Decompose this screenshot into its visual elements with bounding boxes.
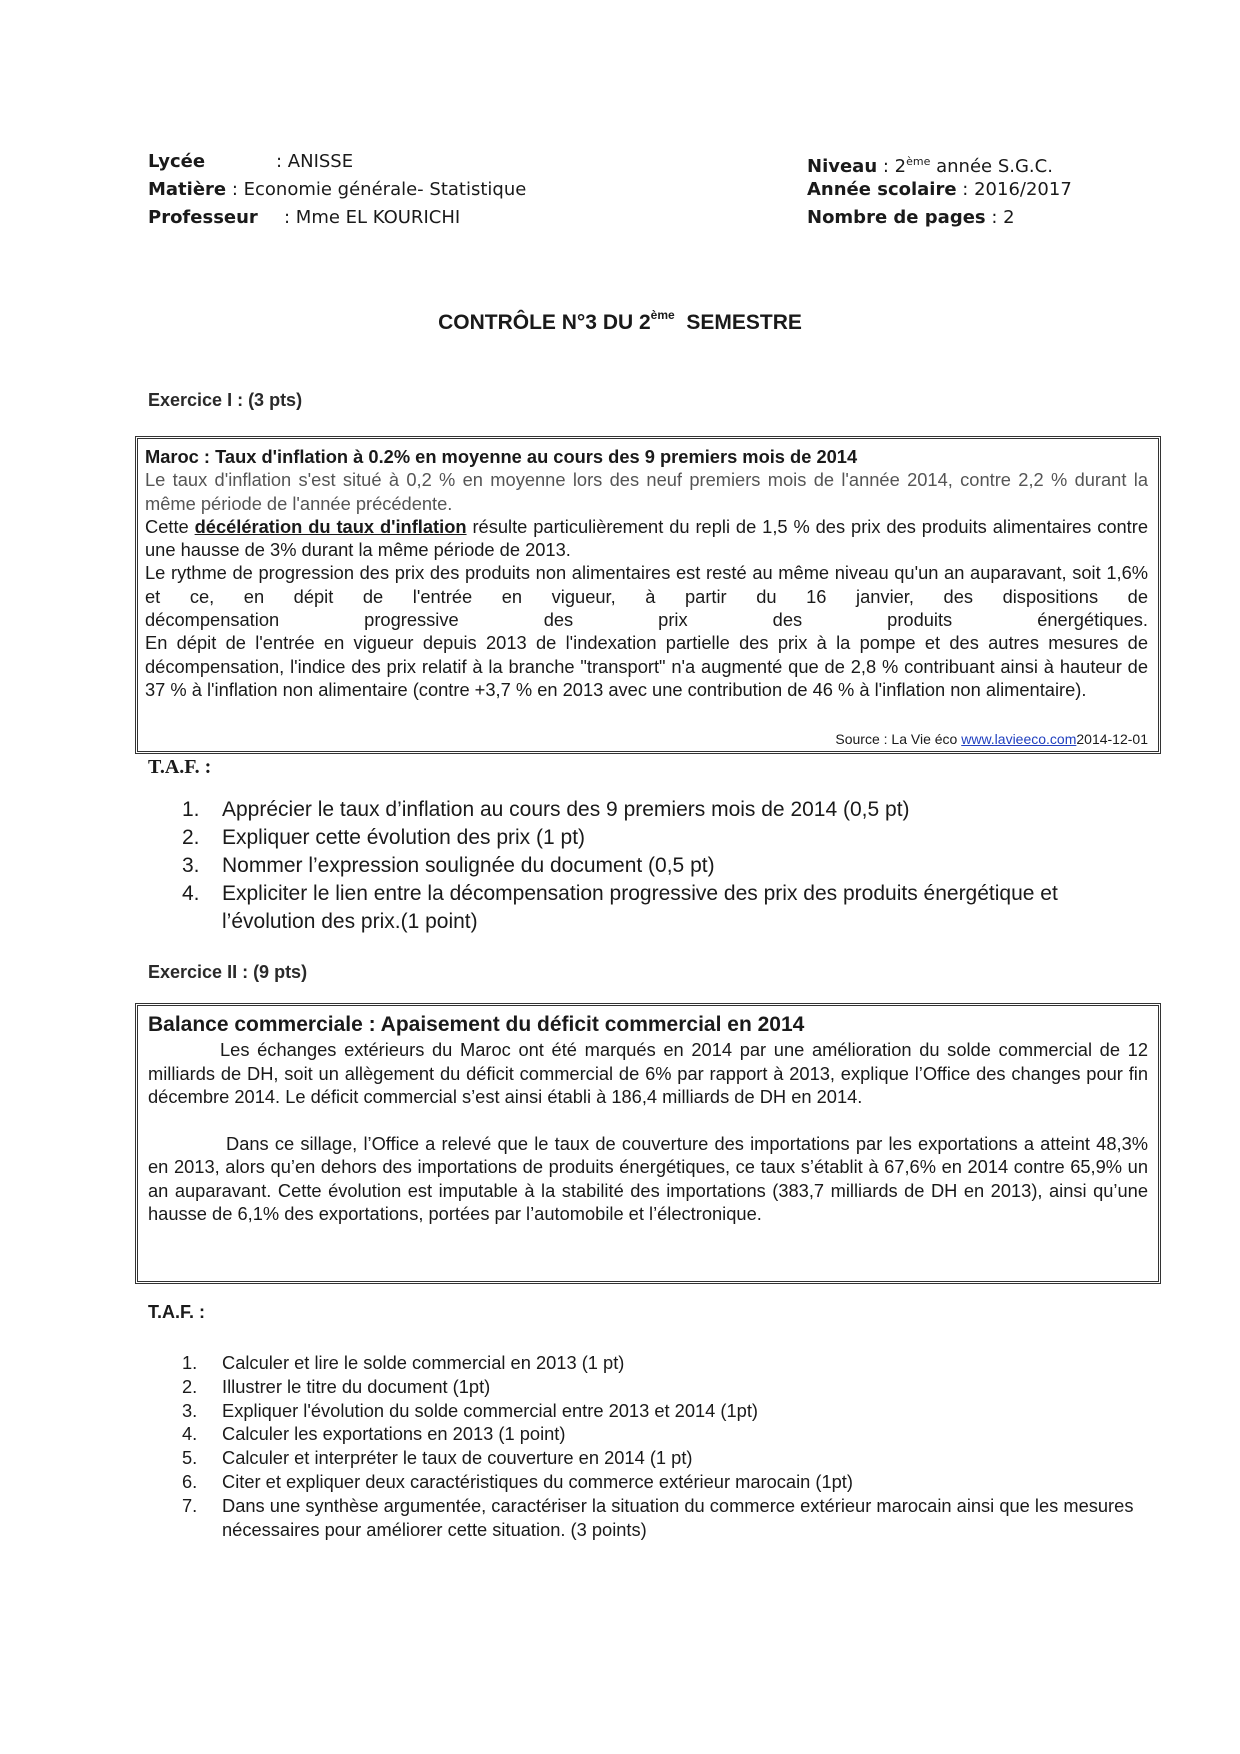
header-lycee-value: : ANISSE [276, 151, 354, 172]
source-label: Source : La Vie éco [835, 731, 962, 747]
exercise-1-paragraph-3-last: décompensation progressive des prix des produits énergétiques. [145, 609, 1148, 631]
header-professeur [148, 204, 708, 232]
question-text: Calculer et lire le solde commercial en 2013 (1 pt) [222, 1352, 625, 1373]
exercise-1-p2-pre: Cette [145, 515, 195, 537]
question-text: Calculer et interpréter le taux de couverture en 2014 (1 pt) [222, 1447, 693, 1469]
list-item [182, 1351, 1162, 1375]
list-item [182, 1470, 1162, 1494]
exercise-1-p2-post: résulte particulièrement du repli de 1,5 % des prix des produits alimentaires contre une hausse de 3% durant la même période de 2013. [145, 515, 1149, 561]
list-item [182, 852, 1162, 880]
exercise-2-questions [182, 1351, 1162, 1541]
question-number: 7. [182, 1494, 198, 1516]
header-pages [807, 204, 1207, 232]
header-annee-value: : 2016/2017 [956, 179, 1072, 200]
question-text: Expliquer cette évolution des prix (1 pt) [222, 826, 586, 849]
exercise-1-paragraph-1: Le taux d'inflation s'est situé à 0,2 % en moyenne lors des neuf premiers mois de l'année 2014, contre 2,2 % durant la même période de l'année précédente. [145, 469, 1148, 514]
question-number: 2. [182, 826, 200, 849]
exercise-1-paragraph-2 [145, 515, 1148, 562]
question-number: 4. [182, 882, 200, 905]
header-professeur-key: Professeur [148, 207, 258, 228]
title-sup: ème [650, 308, 675, 322]
list-item [182, 1399, 1162, 1423]
header-left [148, 148, 708, 232]
exercise-2-document-box [135, 1003, 1161, 1284]
page-title [0, 310, 1240, 335]
header-niveau [807, 148, 1207, 176]
list-item [182, 880, 1162, 936]
exercise-1-paragraph-4: En dépit de l'entrée en vigueur depuis 2013 de l'indexation partielle des prix à la pompe et des autres mesures de décompensation, l'indice des prix relatif à la branche "transport" n'a augmenté que de 2,8 % contribuant ainsi à hauteur de 37 % à l'inflation non alimentaire (contre +3,7 % en 2013 avec une contribution de 46 % à l'inflation non alimentaire). [145, 632, 1148, 700]
header-niveau-pre: : 2 [877, 156, 907, 177]
exercise-1-document-box [135, 436, 1161, 754]
exercise-2-paragraph-1: Les échanges extérieurs du Maroc ont été marqués en 2014 par une amélioration du solde commercial de 12 milliards de DH, soit un allègement du déficit commercial de 6% par rapport à 2013, explique l’Office des changes pour fin décembre 2014. Le déficit commercial s’est ainsi établi à 186,4 milliards de DH en 2014. [148, 1039, 1148, 1107]
exercise-1-document-text [145, 445, 1148, 701]
question-text: Dans une synthèse argumentée, caractériser la situation du commerce extérieur marocain ainsi que les mesures nécessaires pour améliorer cette situation. (3 points) [222, 1494, 1134, 1540]
header-professeur-value: : Mme EL KOURICHI [284, 207, 461, 228]
list-item [182, 796, 1162, 824]
question-text: Citer et expliquer deux caractéristiques du commerce extérieur marocain (1pt) [222, 1470, 853, 1492]
header-lycee [148, 148, 708, 176]
question-text: Expliquer l'évolution du solde commercial entre 2013 et 2014 (1pt) [222, 1399, 758, 1421]
exercise-2-paragraph-2: Dans ce sillage, l’Office a relevé que le taux de couverture des importations par les exportations a atteint 48,3% en 2013, alors qu’en dehors des importations de produits énergétiques, ce taux s’établit à 67,6% en 2014 contre 65,9% un an auparavant. Cette évolution est imputable à la stabilité des importations (383,7 milliards de DH en 2013), ainsi qu’une hausse de 6,1% des exportations, portées par l’automobile et l’électronique. [148, 1132, 1148, 1224]
header-annee-key: Année scolaire [807, 179, 957, 200]
question-text: Apprécier le taux d’inflation au cours des 9 premiers mois de 2014 (0,5 pt) [222, 798, 910, 821]
question-number: 1. [182, 798, 200, 821]
header-matiere-key: Matière [148, 179, 227, 200]
header-right [807, 148, 1207, 232]
question-number: 6. [182, 1470, 198, 1492]
list-item [182, 1375, 1162, 1399]
header-niveau-sup: ème [906, 155, 931, 168]
question-text: Nommer l’expression soulignée du document (0,5 pt) [222, 854, 715, 877]
header-matiere-value: : Economie générale- Statistique [226, 179, 527, 200]
question-number: 3. [182, 854, 200, 877]
exercise-1-paragraph-3: Le rythme de progression des prix des produits non alimentaires est resté au même niveau qu'un an auparavant, soit 1,6% et ce, en dépit de l'entrée en vigueur, à partir du 16 janvier, des dispositions de [145, 562, 1148, 607]
exercise-1-questions [182, 796, 1162, 936]
header-pages-key: Nombre de pages [807, 207, 986, 228]
source-date: 2014-12-01 [1076, 731, 1148, 747]
exercise-2-document-text [148, 1012, 1148, 1226]
exercise-2-title: Exercice II : (9 pts) [148, 962, 308, 982]
exercise-1-box-title: Maroc : Taux d'inflation à 0.2% en moyenne au cours des 9 premiers mois de 2014 [145, 446, 858, 467]
exercise-1-title: Exercice I : (3 pts) [148, 390, 303, 410]
source-link[interactable]: www.lavieeco.com [961, 731, 1077, 747]
exercise-1-taf: T.A.F. : [148, 756, 212, 778]
question-text: Calculer les exportations en 2013 (1 point) [222, 1423, 566, 1445]
exercise-2-taf: T.A.F. : [148, 1302, 205, 1322]
header-matiere [148, 176, 708, 204]
question-number: 5. [182, 1447, 198, 1469]
header-niveau-post: année S.G.C. [930, 156, 1053, 177]
title-pre: CONTRÔLE N°3 DU 2 [438, 311, 651, 334]
exercise-1-underlined-expression: décélération du taux d'inflation [194, 515, 467, 537]
exercise-2-box-title: Balance commerciale : Apaisement du déficit commercial en 2014 [148, 1013, 805, 1036]
header-pages-value: : 2 [985, 207, 1015, 228]
exercise-1-source [835, 731, 1148, 747]
question-number: 1. [182, 1352, 198, 1373]
question-text: Expliciter le lien entre la décompensation progressive des prix des produits énergétique et l’évolution des prix.(1 point) [222, 882, 1058, 933]
list-item [182, 1446, 1162, 1470]
list-item [182, 1494, 1162, 1542]
header-annee [807, 176, 1207, 204]
list-item [182, 1422, 1162, 1446]
question-number: 2. [182, 1375, 198, 1397]
title-post: SEMESTRE [674, 311, 802, 334]
question-number: 4. [182, 1423, 198, 1445]
header-niveau-key: Niveau [807, 156, 878, 177]
question-text: Illustrer le titre du document (1pt) [222, 1375, 491, 1397]
list-item [182, 824, 1162, 852]
header-lycee-key: Lycée [148, 151, 206, 172]
question-number: 3. [182, 1399, 198, 1421]
